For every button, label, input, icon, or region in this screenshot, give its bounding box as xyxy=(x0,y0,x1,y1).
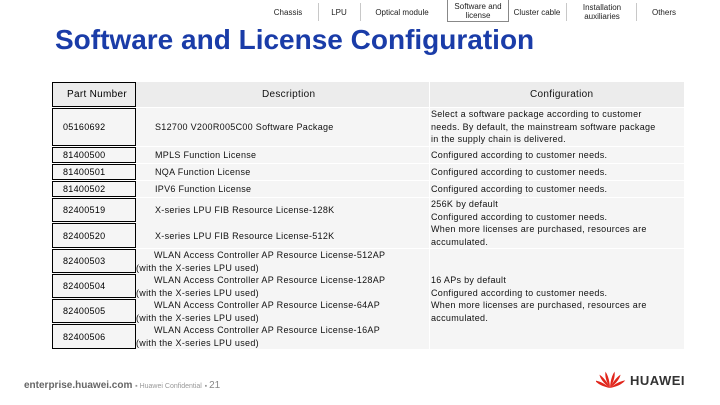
description-line: (with the X-series LPU used) xyxy=(136,262,259,273)
header-part-number: Part Number xyxy=(52,82,136,107)
configuration-cell: Configured according to customer needs. xyxy=(431,167,608,177)
page-number: 21 xyxy=(209,380,221,391)
tab-divider xyxy=(360,3,361,21)
configuration-line: accumulated. xyxy=(431,236,489,247)
configuration-line: 256K by default xyxy=(431,199,499,209)
footer-bullet: ▪ xyxy=(135,383,140,390)
configuration-line: in the supply chain is delivered. xyxy=(431,134,566,144)
part-number-cell: 81400501 xyxy=(52,164,136,180)
configuration-cell: Configured according to customer needs. xyxy=(431,184,608,194)
description-line: (with the X-series LPU used) xyxy=(136,312,259,323)
tab-lpu[interactable]: LPU xyxy=(331,7,347,17)
configuration-line: accumulated. xyxy=(431,312,489,323)
configuration-cell xyxy=(431,198,677,248)
part-number-cell: 82400506 xyxy=(52,324,136,349)
configuration-line: needs. By default, the mainstream software package xyxy=(431,121,656,132)
configuration-line: Configured according to customer needs. xyxy=(431,211,608,222)
description-cell: S12700 V200R005C00 Software Package xyxy=(155,122,334,132)
configuration-cell xyxy=(431,274,677,324)
description-line: WLAN Access Controller AP Resource License-64AP xyxy=(154,300,381,310)
configuration-cell: Configured according to customer needs. xyxy=(431,150,608,160)
page-title: Software and License Configuration xyxy=(55,24,535,55)
description-cell xyxy=(136,324,428,349)
description-line: WLAN Access Controller AP Resource License-128AP xyxy=(154,275,386,285)
part-number-cell: 82400520 xyxy=(52,223,136,248)
description-cell xyxy=(136,299,428,324)
part-number-cell: 81400500 xyxy=(52,147,136,163)
part-number-cell: 82400519 xyxy=(52,198,136,222)
description-cell: X-series LPU FIB Resource License-512K xyxy=(155,230,335,241)
description-cell: NQA Function License xyxy=(155,167,251,177)
tab-optical-module[interactable]: Optical module xyxy=(375,7,429,17)
tab-cluster-cable[interactable]: Cluster cable xyxy=(513,7,561,17)
description-line: (with the X-series LPU used) xyxy=(136,287,259,298)
configuration-line: When more licenses are purchased, resources are xyxy=(431,300,647,310)
description-cell xyxy=(136,249,428,274)
part-number-cell: 82400504 xyxy=(52,274,136,298)
description-cell: X-series LPU FIB Resource License-128K xyxy=(155,205,335,215)
configuration-cell xyxy=(431,108,677,146)
description-cell: IPV6 Function License xyxy=(155,184,252,194)
description-cell xyxy=(136,274,428,299)
part-number-cell: 82400505 xyxy=(52,299,136,323)
tab-others[interactable]: Others xyxy=(651,7,676,17)
tab-chassis[interactable]: Chassis xyxy=(273,7,303,17)
footer-bullet: ▪ xyxy=(204,383,210,390)
tab-divider xyxy=(636,3,637,21)
configuration-line: Configured according to customer needs. xyxy=(431,287,608,298)
part-number-cell: 82400503 xyxy=(52,249,136,273)
description-line: WLAN Access Controller AP Resource License-16AP xyxy=(154,325,381,335)
configuration-line: 16 APs by default xyxy=(431,275,507,285)
footer-confidential: Huawei Confidential xyxy=(139,383,202,390)
configuration-line: When more licenses are purchased, resources are xyxy=(431,224,647,234)
configuration-line: Select a software package according to customer xyxy=(431,109,642,119)
top-tab-strip xyxy=(0,0,720,26)
tab-divider xyxy=(566,3,567,21)
part-number-cell: 05160692 xyxy=(52,108,136,146)
description-cell: MPLS Function License xyxy=(155,150,257,160)
brand-name: HUAWEI xyxy=(630,373,685,388)
tab-software-and-license[interactable]: Software and license xyxy=(447,0,509,22)
description-line: (with the X-series LPU used) xyxy=(136,337,259,348)
footer-site[interactable]: enterprise.huawei.com xyxy=(24,380,133,391)
part-number-cell: 81400502 xyxy=(52,181,136,197)
footer xyxy=(24,380,220,391)
header-configuration: Configuration xyxy=(530,89,594,100)
header-description: Description xyxy=(262,89,316,100)
description-line: WLAN Access Controller AP Resource License-512AP xyxy=(154,250,386,260)
tab-installation-auxiliaries[interactable]: Installation auxiliaries xyxy=(582,3,622,21)
column-divider xyxy=(429,82,430,349)
